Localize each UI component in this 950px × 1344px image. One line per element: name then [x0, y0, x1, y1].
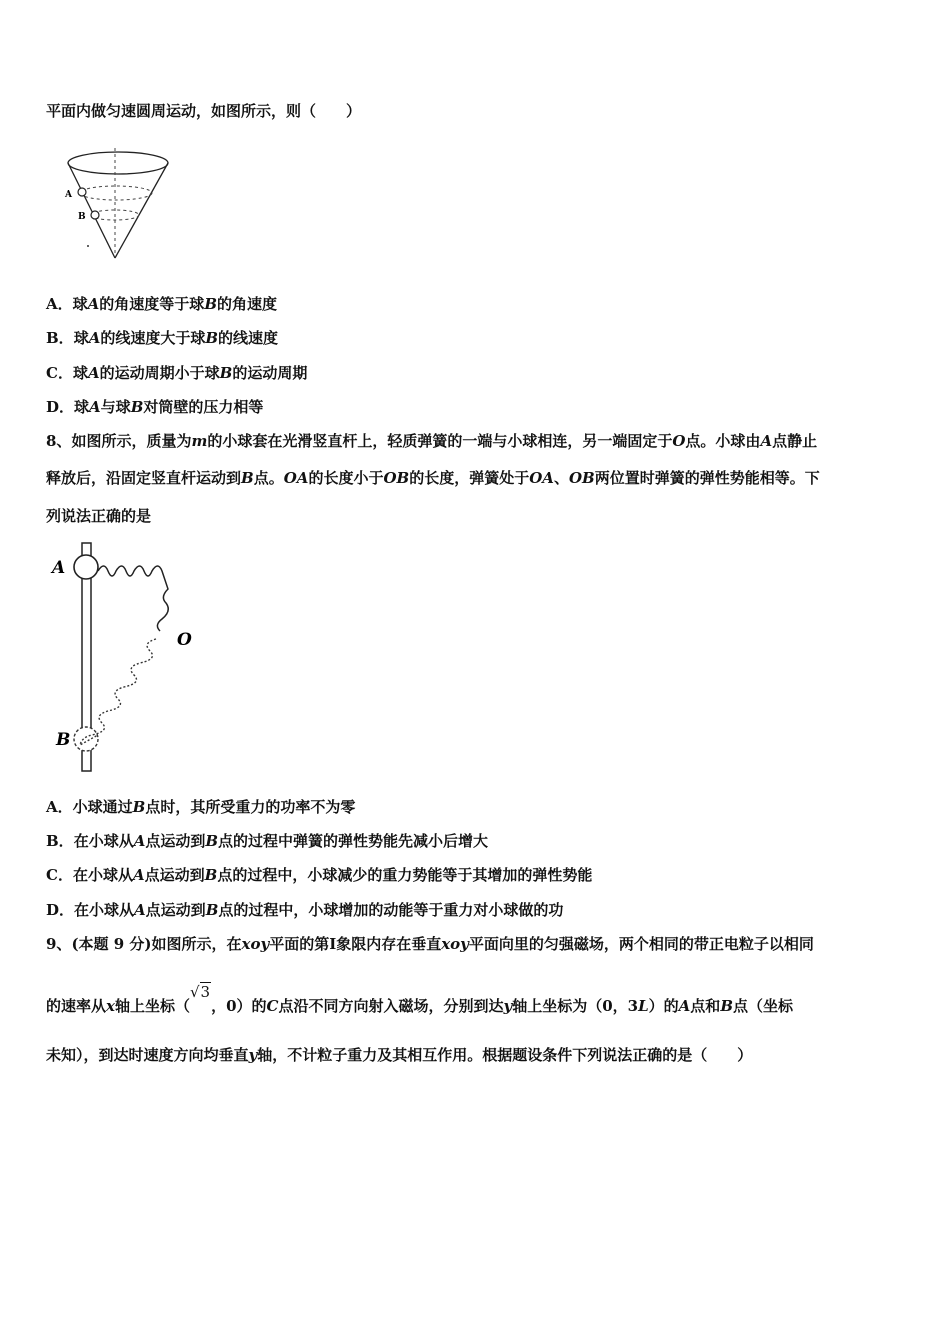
q7-option-a: A．球A的角速度等于球B的角速度 — [46, 295, 278, 313]
cone-label-a: A — [65, 190, 72, 200]
ball-a — [74, 555, 98, 579]
q8-option-d: D．在小球从A点运动到B点的过程中，小球增加的动能等于重力对小球做的功 — [46, 901, 564, 919]
q9-stem-line3: 未知），到达时速度方向均垂直y轴，不计粒子重力及其相互作用。根据题设条件下列说法正确的是（ ） — [46, 1046, 753, 1064]
ball-a — [78, 188, 86, 196]
spring-figure — [46, 535, 206, 780]
cone-figure — [55, 140, 195, 270]
sqrt-expression: √3 — [189, 983, 211, 1001]
q8-option-b: B．在小球从A点运动到B点的过程中弹簧的弹性势能先减小后增大 — [46, 832, 489, 850]
cone-wall-right — [115, 163, 168, 258]
q9-stem-line2: 的速率从x轴上坐标（√3，0）的C点沿不同方向射入磁场，分别到达y轴上坐标为（0，3L）的A点和B点（坐标 — [46, 983, 794, 1015]
ball-b — [74, 727, 98, 751]
spring-at-a — [98, 566, 168, 631]
cone-label-b: B — [78, 212, 86, 222]
sqrt-sign: √ — [189, 983, 200, 1001]
ball-b — [91, 211, 99, 219]
q7-option-b: B．球A的线速度大于球B的线速度 — [46, 329, 279, 347]
q8-stem-line2: 释放后，沿固定竖直杆运动到B点。OA的长度小于OB的长度，弹簧处于OA、OB两位置时弹簧的弹性势能相等。下 — [46, 469, 820, 487]
q8-stem-line3: 列说法正确的是 — [46, 507, 152, 525]
cone-rim — [68, 152, 168, 174]
label-b: B — [56, 730, 71, 750]
q8-stem-line1: 8、如图所示，质量为m的小球套在光滑竖直杆上，轻质弹簧的一端与小球相连，另一端固定于O点。小球由A点静止 — [46, 432, 818, 450]
label-a: A — [52, 558, 66, 578]
speck — [87, 245, 89, 247]
q7-option-d: D．球A与球B对筒壁的压力相等 — [46, 398, 264, 416]
q7-stem-tail: 平面内做匀速圆周运动，如图所示，则（ ） — [46, 102, 362, 120]
label-o: O — [177, 630, 192, 650]
q9-stem-line1: 9、(本题 9 分)如图所示，在xoy平面的第Ⅰ象限内存在垂直xoy平面向里的匀强磁场，两个相同的带正电粒子以相同 — [46, 935, 814, 953]
orbit-a — [80, 186, 152, 200]
q8-option-a: A．小球通过B点时，其所受重力的功率不为零 — [46, 798, 356, 816]
q8-option-c: C．在小球从A点运动到B点的过程中，小球减少的重力势能等于其增加的弹性势能 — [46, 866, 593, 884]
q7-option-c: C．球A的运动周期小于球B的运动周期 — [46, 364, 308, 382]
